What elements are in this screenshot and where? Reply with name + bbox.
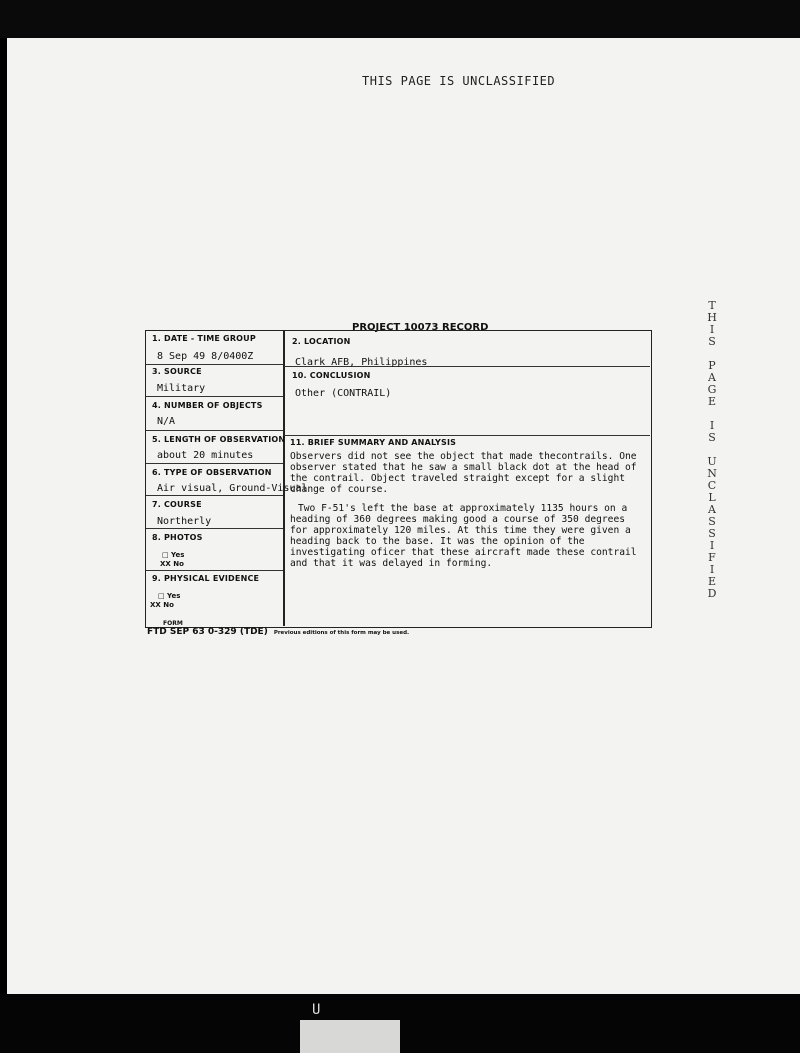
course-value: Northerly (157, 516, 212, 527)
side-letter: L (708, 491, 716, 504)
divider (146, 495, 283, 496)
side-letter: E (707, 395, 717, 408)
divider (146, 463, 283, 464)
photos-no-checkbox: XX No (160, 560, 184, 568)
photos-yes-checkbox: □ Yes (162, 551, 185, 559)
date-time-label: 1. DATE - TIME GROUP (152, 334, 256, 343)
source-value: Military (157, 383, 206, 394)
side-letter: S (708, 431, 716, 444)
side-letter: F (708, 551, 716, 564)
number-of-objects-value: N/A (157, 416, 176, 427)
location-label: 2. LOCATION (292, 337, 351, 346)
form-column-divider (283, 331, 285, 626)
side-letter: I (709, 539, 715, 552)
side-letter: A (708, 371, 716, 384)
course-label: 7. COURSE (152, 500, 202, 509)
side-letter: T (708, 299, 716, 312)
length-of-observation-label: 5. LENGTH OF OBSERVATION (152, 435, 286, 444)
side-letter: U (707, 455, 717, 468)
side-letter: E (707, 575, 717, 588)
scan-top-border (0, 0, 800, 38)
divider (146, 528, 283, 529)
summary-text (290, 451, 640, 577)
side-letter: I (709, 563, 715, 576)
source-label: 3. SOURCE (152, 367, 202, 376)
side-letter: S (708, 335, 716, 348)
evidence-no-checkbox: XX No (150, 601, 174, 609)
side-letter: N (707, 467, 717, 480)
side-letter: H (707, 311, 717, 324)
form-title: PROJECT 10073 RECORD (352, 322, 489, 333)
side-letter: S (708, 527, 716, 540)
side-classification-text (705, 300, 719, 600)
evidence-yes-checkbox: □ Yes (158, 592, 181, 600)
conclusion-label: 10. CONCLUSION (292, 371, 371, 380)
length-of-observation-value: about 20 minutes (157, 450, 254, 461)
side-letter: S (708, 515, 716, 528)
form-note: Previous editions of this form may be used. (273, 630, 410, 636)
divider (284, 435, 650, 436)
conclusion-value: Other (CONTRAIL) (295, 388, 392, 399)
date-time-value: 8 Sep 49 8/0400Z (157, 351, 254, 362)
scan-bottom-border (0, 994, 800, 1053)
classification-header: THIS PAGE IS UNCLASSIFIED (362, 74, 556, 88)
side-letter: I (709, 419, 715, 432)
summary-paragraph-2: Two F-51's left the base at approximately 1135 hours on a heading of 360 degrees making good a course of 350 degrees for approximately 120 miles. At this time they were given a heading back to the base. It was the opinion of the investigating oficer that these aircraft made these contrail and that it was delayed in forming. (290, 503, 637, 569)
number-of-objects-label: 4. NUMBER OF OBJECTS (152, 401, 263, 410)
side-letter: I (709, 323, 715, 336)
divider (146, 364, 283, 365)
scan-bottom-tab (300, 1020, 400, 1053)
form-id: FTD SEP 63 0-329 (TDE) (147, 627, 268, 637)
form-label: FORM (163, 620, 183, 627)
side-letter: A (708, 503, 716, 516)
divider (146, 430, 283, 431)
type-of-observation-label: 6. TYPE OF OBSERVATION (152, 468, 272, 477)
side-letter: G (707, 383, 717, 396)
divider (146, 396, 283, 397)
side-letter: D (707, 587, 717, 600)
photos-label: 8. PHOTOS (152, 533, 203, 542)
side-letter: P (708, 359, 716, 372)
summary-paragraph-1: Observers did not see the object that made thecontrails. One observer stated that he saw a small black dot at the head of the contrail. Object traveled straight except for a slight change of course. (290, 451, 637, 495)
type-of-observation-value: Air visual, Ground-Visual (157, 483, 308, 494)
summary-label: 11. BRIEF SUMMARY AND ANALYSIS (290, 438, 457, 447)
location-value: Clark AFB, Philippines (295, 357, 428, 368)
side-letter: C (707, 479, 717, 492)
bottom-mark: U (312, 1002, 321, 1018)
divider (146, 570, 283, 571)
physical-evidence-label: 9. PHYSICAL EVIDENCE (152, 574, 260, 583)
